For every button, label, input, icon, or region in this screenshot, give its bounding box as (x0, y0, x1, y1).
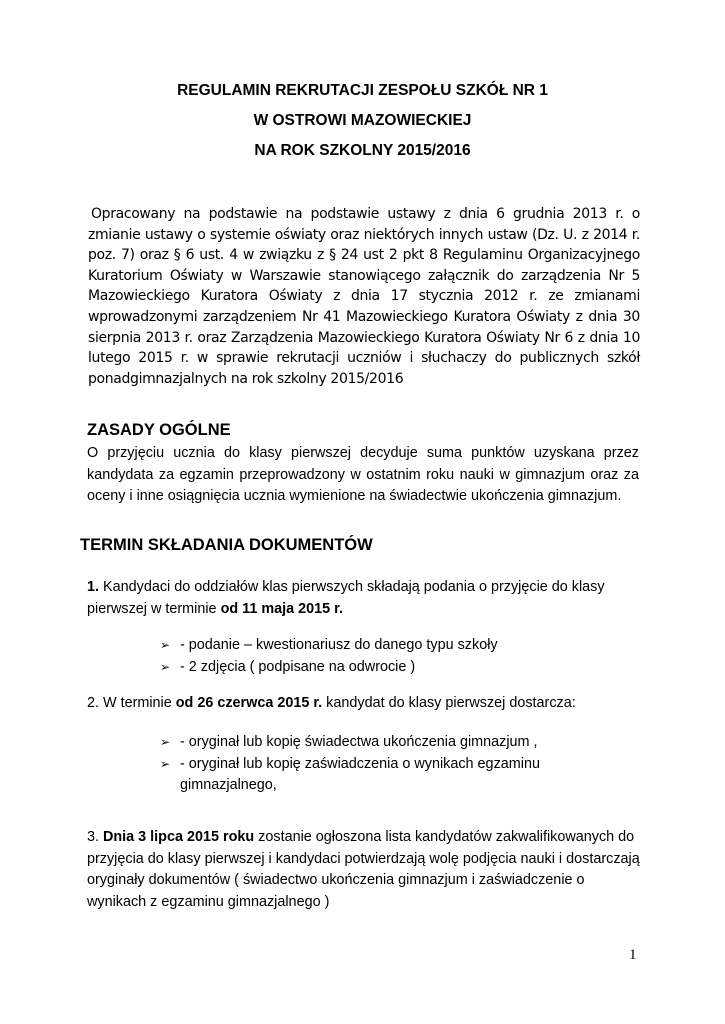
document-title-line-2: W OSTROWI MAZOWIECKIEJ (253, 112, 472, 129)
arrow-bullet-icon: ➢ (160, 638, 171, 652)
deadline-item-1 (87, 577, 647, 620)
deadline-item-1-date: od 11 maja 2015 r. (220, 600, 343, 617)
deadline-item-3-text: zostanie ogłoszona lista kandydatów zakwalifikowanych do przyjęcia do klasy pierwszej i kandydaci potwierdzają wolę podjęcia nauki i dostarczają oryginały dokumentów ( świadectwo ukończenia gimnazjum i zaświadczenie o wynikach z egzaminu gimnazjalnego ) (87, 829, 640, 910)
general-rules-paragraph: O przyjęciu ucznia do klasy pierwszej decyduje suma punktów uzyskana przez kandydata za egzamin przeprowadzony w ostatnim roku nauki w gimnazjum oraz za oceny i inne osiągnięcia ucznia wymienione na świadectwie ukończenia gimnazjum. (87, 445, 639, 504)
deadline-item-1-number: 1. (87, 579, 100, 595)
page-number: 1 (629, 947, 637, 963)
deadline-item-3-prefix: 3. (87, 829, 103, 845)
list-item: ➢ - oryginał lub kopię zaświadczenia o wynikach egzaminu gimnazjalnego, (160, 755, 540, 793)
deadline-item-2-prefix: 2. W terminie (87, 695, 176, 711)
deadline-item-2 (87, 693, 647, 715)
deadline-item-2-date: od 26 czerwca 2015 r. (175, 695, 323, 711)
deadline-item-1-text: Kandydaci do oddziałów klas pierwszych składają podania o przyjęcie do klasy pierwszej w terminie (87, 579, 605, 617)
deadline-item-1-bullets (160, 635, 580, 678)
arrow-bullet-icon: ➢ (160, 735, 171, 749)
deadline-item-2-suffix: kandydat do klasy pierwszej dostarcza: (322, 695, 576, 711)
intro-paragraph: Opracowany na podstawie na podstawie ustawy z dnia 6 grudnia 2013 r. o zmianie ustawy o systemie oświaty oraz niektórych innych ustaw (Dz. U. z 2014 r. poz. 7) oraz § 6 ust. 4 w związku z § 24 ust 2 pkt 8 Regulaminu Organizacyjnego Kuratorium Oświaty w Warszawie stanowiącego załącznik do zarządzenia Nr 5 Mazowieckiego Kuratora Oświaty z dnia 17 stycznia 2012 r. ze zmianami wprowadzonymi zarządzeniem Nr 41 Mazowieckiego Kuratora Oświaty z dnia 30 sierpnia 2013 r. oraz Zarządzenia Mazowieckiego Kuratora Oświaty Nr 6 z dnia 10 lutego 2015 r. w sprawie rekrutacji uczniów i słuchaczy do publicznych szkół ponadgimnazjalnych na rok szkolny 2015/2016 (88, 206, 640, 387)
deadline-item-3 (87, 827, 647, 913)
document-title-line-1: REGULAMIN REKRUTACJI ZESPOŁU SZKÓŁ NR 1 (177, 82, 548, 99)
deadline-item-3-date: Dnia 3 lipca 2015 roku (103, 829, 255, 845)
deadlines-heading: TERMIN SKŁADANIA DOKUMENTÓW (80, 536, 373, 554)
list-item: ➢ - 2 zdjęcia ( podpisane na odwrocie ) (160, 657, 580, 679)
list-item: ➢ - oryginał lub kopię świadectwa ukończenia gimnazjum , (160, 732, 580, 754)
document-title-line-3: NA ROK SZKOLNY 2015/2016 (254, 142, 471, 159)
arrow-bullet-icon: ➢ (160, 756, 171, 771)
deadline-item-2-bullets (160, 732, 580, 797)
general-rules-heading: ZASADY OGÓLNE (87, 421, 231, 439)
list-item: ➢ - podanie – kwestionariusz do danego typu szkoły (160, 635, 580, 657)
arrow-bullet-icon: ➢ (160, 659, 171, 674)
